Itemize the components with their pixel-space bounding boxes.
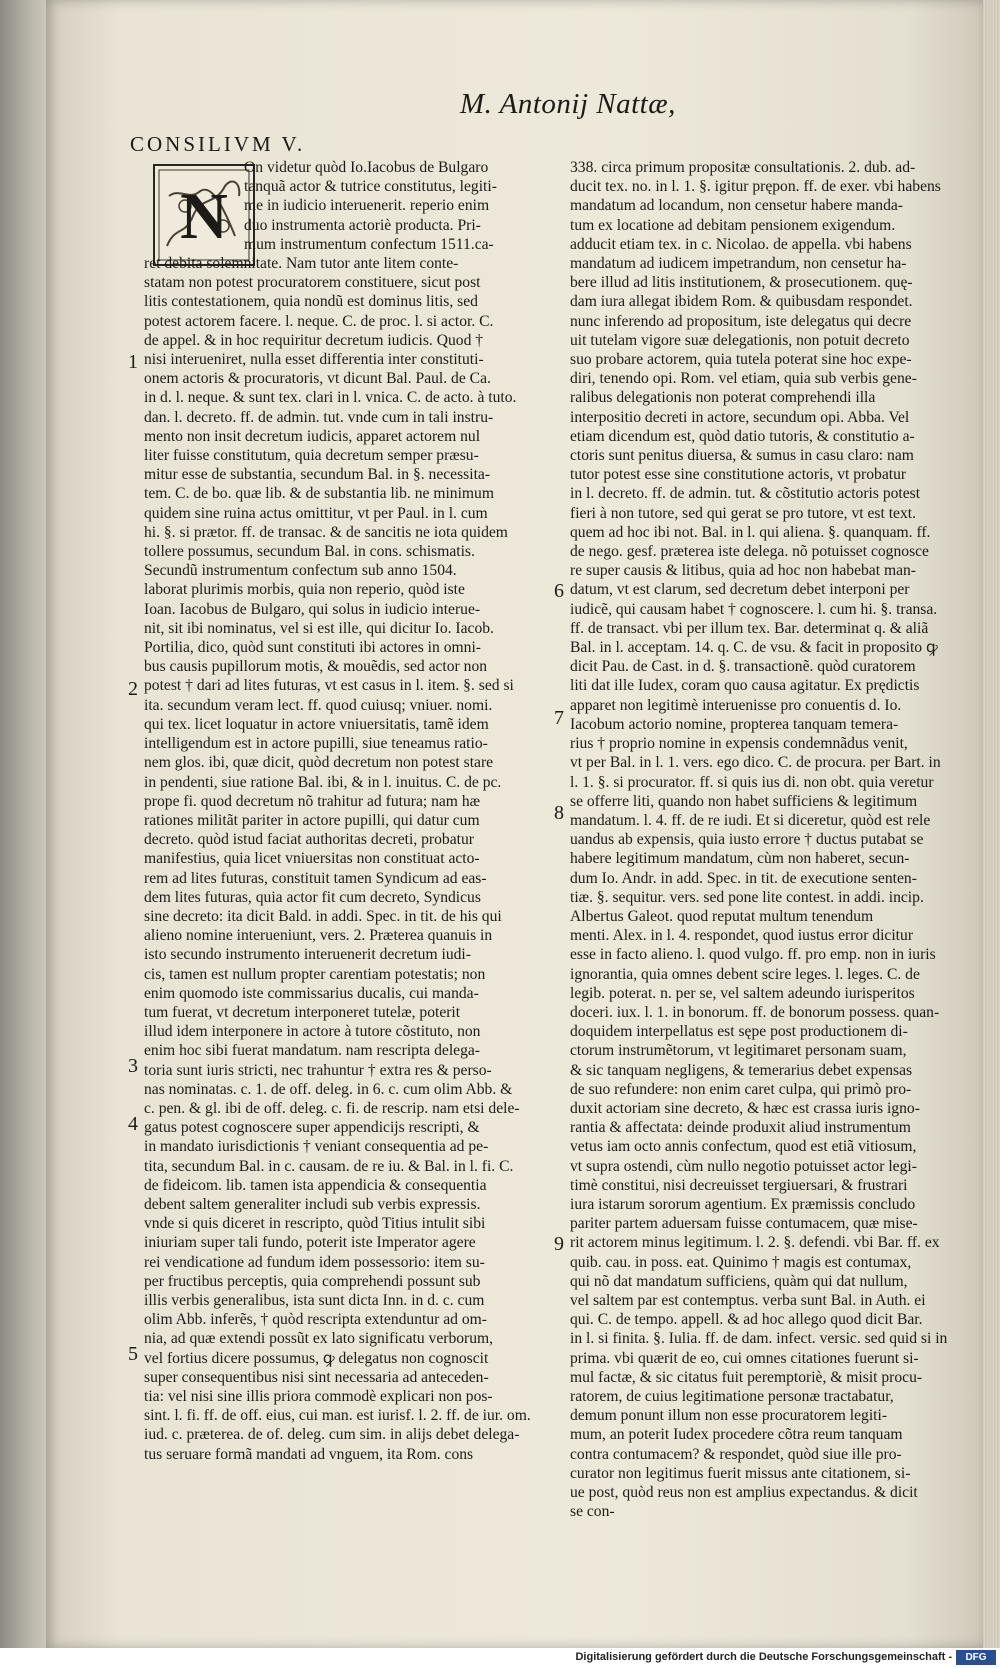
text-line: mitur esse de substantia, secundum Bal. in §. necessita- xyxy=(144,466,491,484)
text-line: Albertus Galeot. quod reputat multum tenendum xyxy=(570,907,874,925)
dfg-logo: DFG xyxy=(956,1650,996,1665)
text-line: manifestius, quia licet vniuersitas non constituat acto- xyxy=(144,850,480,868)
text-line: hi. §. si prætor. ff. de transac. & de sancitis ne iota quidem xyxy=(144,523,508,541)
margin-number: 2 xyxy=(128,678,138,700)
text-line: doceri. iux. l. 1. in bonorum. ff. de bonorum possess. quan- xyxy=(570,1003,940,1021)
text-line: ff. de transact. vbi per illum tex. Bar. determinat q. & aliã xyxy=(570,619,929,637)
text-line: liti dat ille Iudex, coram quo causa agitatur. Ex prędictis xyxy=(570,677,920,695)
text-line: in pendenti, siue ratione Bal. ibi, & in l. inuitus. C. de pc. xyxy=(144,773,502,791)
text-line: 338. circa primum propositæ consultationis. 2. dub. ad- xyxy=(570,159,916,176)
text-line: gatus potest cognoscere super appendicijs rescripti, & xyxy=(144,1119,480,1137)
text-line: se offerre liti, quando non habet sufficiens & legitimum xyxy=(570,792,918,810)
text-line: laborat plurimis morbis, quia non reperio, quòd iste xyxy=(144,581,465,599)
margin-number: 5 xyxy=(128,1343,138,1365)
text-line: de fideicom. lib. tamen ista appendicia & consequentia xyxy=(144,1176,487,1194)
text-line: mum, an poterit Iudex procedere cõtra reum tanquam xyxy=(570,1426,903,1444)
text-line: mum instrumentum confectum 1511.ca- xyxy=(244,235,494,253)
text-line: mul factæ, & sic citatus fuit peremptoriè, & misit procu- xyxy=(570,1368,923,1386)
text-line: Secundũ instrumentum confectum sub anno 1504. xyxy=(144,562,457,580)
text-line: prima. vbi quærit de eo, cui omnes citationes fuerunt si- xyxy=(570,1349,919,1367)
text-line: decreto. quòd istud faciat authoritas decreti, probatur xyxy=(144,831,474,849)
text-line: tollere possumus, secundum Bal. in cons. schismatis. xyxy=(144,543,475,561)
text-line: enim quomodo iste commissarius ducalis, cui manda- xyxy=(144,984,479,1002)
text-line: nit, sit ibi nominatus, vel si est ille, qui dicitur Io. Iacob. xyxy=(144,619,494,637)
text-line: sine decreto: ita dicit Bald. in addi. Spec. in tit. de his qui xyxy=(144,907,502,925)
book-spine xyxy=(0,0,48,1668)
text-line: mandatum ad locandum, non censetur habere manda- xyxy=(570,197,903,215)
left-column xyxy=(144,158,534,1464)
text-line: rei vendicatione ad fundum idem possessorio: item su- xyxy=(144,1253,485,1271)
digitization-credit: Digitalisierung gefördert durch die Deutsche Forschungsgemeinschaft - xyxy=(575,1651,952,1663)
text-line: iura istarum sororum agentium. Ex præmissis concludo xyxy=(570,1195,916,1213)
text-line: nunc inferendo ad propositum, iste delegatus qui decre xyxy=(570,312,912,330)
text-line: mandatum ad iudicem impetrandum, non censetur ha- xyxy=(570,255,907,273)
text-line: sint. l. fi. ff. de off. eius, cui man. est iurisf. l. 2. ff. de iur. om. xyxy=(144,1407,531,1425)
text-line: fieri à non tutore, sed qui gerat se pro tutore, vt est text. xyxy=(570,504,916,522)
text-line: dan. l. decreto. ff. de admin. tut. vnde cum in tali instru- xyxy=(144,408,494,426)
text-line: suo probare actorem, quia tutela poterat sine hoc expe- xyxy=(570,351,912,369)
text-line: tum ex locatione ad debitam pensionem exigendum. xyxy=(570,216,896,234)
running-head: M. Antonij Nattæ, xyxy=(460,88,676,120)
text-line: tem. C. de bo. quæ lib. & de substantia lib. ne minimum xyxy=(144,485,494,503)
text-line: illis verbis generalibus, ista sunt dicta Inn. in d. c. cum xyxy=(144,1291,485,1309)
text-line: timè constitui, nisi decreuisset tergiuersari, & frustrari xyxy=(570,1176,908,1194)
text-line: rit actorem minus legitimum. l. 2. §. defendi. vbi Bar. ff. ex xyxy=(570,1234,940,1252)
text-line: tiæ. §. sequitur. vers. sed pone lite contest. in addi. incip. xyxy=(570,888,924,906)
text-line: datum, vt est clarum, sed decretum debet interponi per xyxy=(570,581,910,599)
text-line: illud idem interponere in actore à tutore cõstituto, non xyxy=(144,1023,481,1041)
text-line: rationes militãt pariter in actore pupilli, qui datur cum xyxy=(144,811,480,829)
text-line: super consequentibus nisi sint necessaria ad anteceden- xyxy=(144,1368,489,1386)
text-line: iud. c. præterea. de of. deleg. cum sim. in alijs debet delega- xyxy=(144,1426,520,1444)
text-line: uit tutelam vigore suæ delegationis, non potuit decreto xyxy=(570,331,910,349)
text-line: in l. decreto. ff. de admin. tut. & cõstitutio actoris potest xyxy=(570,485,921,503)
text-line: & sic tanquam negligens, & temerarius debet expensas xyxy=(570,1061,913,1079)
text-line: quem ad hoc ibi not. Bal. in l. qui aliena. §. quanquam. ff. xyxy=(570,523,931,541)
text-line: potest actorem facere. l. neque. C. de proc. l. si actor. C. xyxy=(144,312,494,330)
text-line: cis, tamen est nullum propter carentiam potestatis; non xyxy=(144,965,486,983)
text-line: potest † dari ad lites futuras, vt est casus in l. item. §. sed si xyxy=(144,677,514,695)
text-line: vnde si quis diceret in rescripto, quòd Titius intulit sibi xyxy=(144,1215,486,1233)
svg-text:N: N xyxy=(180,180,228,253)
margin-number: 4 xyxy=(128,1113,138,1135)
text-line: se con- xyxy=(570,1503,615,1521)
text-line: c. pen. & gl. ibi de off. deleg. c. fi. de rescrip. nam etsi dele- xyxy=(144,1099,520,1117)
text-line: On videtur quòd Io.Iacobus de Bulgaro xyxy=(244,159,489,176)
text-line: enim hoc sibi fuerat mandatum. nam rescripta delega- xyxy=(144,1042,481,1060)
text-line: duxit actoriam sine decreto, & hæc est crassa iuris igno- xyxy=(570,1099,920,1117)
text-line: iudicẽ, qui causam habet † cognoscere. l. cum hi. §. transa. xyxy=(570,600,938,618)
text-line: vetus iam octo annis confectum, quod est etiã vitiosum, xyxy=(570,1138,917,1156)
text-line: onem actoris & procuratoris, vt dicunt Bal. Paul. de Ca. xyxy=(144,370,491,388)
text-line: diri, tenendo opi. Rom. vel etiam, quia sub verbis gene- xyxy=(570,370,917,388)
text-line: qui tex. licet loquatur in actore vniuersitatis, tamẽ idem xyxy=(144,715,489,733)
text-line: dem lites futuras, quia actor fit cum decreto, Syndicus xyxy=(144,888,481,906)
text-line: Iacobum actorio nomine, propterea tanquam temera- xyxy=(570,715,899,733)
text-line: debent saltem generaliter includi sub verbis expressis. xyxy=(144,1195,481,1213)
text-line: vt supra ostendi, cùm nullo negotio potuisset actor legi- xyxy=(570,1157,917,1175)
margin-number: 8 xyxy=(554,802,564,824)
text-line: ignorantia, quia omnes debent scire leges. l. leges. C. de xyxy=(570,965,920,983)
text-line: contra contumacem? & respondet, quòd siue ille pro- xyxy=(570,1445,902,1463)
text-line: l. 1. §. si procurator. ff. si quis ius di. non obt. quia veretur xyxy=(570,773,934,791)
text-line: tutor potest esse sine constitutione actoris, vt probatur xyxy=(570,466,907,484)
text-line: dam iura allegat ibidem Rom. & quibusdam respondet. xyxy=(570,293,913,311)
text-line: tia: vel nisi sine illis priora commodè explicari non pos- xyxy=(144,1388,493,1405)
text-line: duo instrumenta actoriè producta. Pri- xyxy=(244,216,481,234)
text-line: habere legitimum mandatum, cùm non haberet, secun- xyxy=(570,850,910,868)
text-line: qui nõ dat mandatum sufficiens, quàm qui dat nullum, xyxy=(570,1272,908,1290)
text-line: rem ad lites futuras, constituit tamen Syndicum ad eas- xyxy=(144,869,487,887)
right-column xyxy=(570,158,960,1521)
text-line: toria sunt iuris stricti, nec trahuntur † extra res & perso- xyxy=(144,1061,492,1079)
text-line: in l. si finita. §. Iulia. ff. de dam. infect. versic. sed quid si in xyxy=(570,1330,948,1348)
text-line: re super causis & litibus, quia ad hoc non habebat man- xyxy=(570,562,917,580)
text-line: olim Abb. inferẽs, † quòd rescripta extenduntur ad om- xyxy=(144,1311,487,1329)
text-line: vel saltem par est contemptus. verba sunt Bal. in Auth. ei xyxy=(570,1291,926,1309)
page-edge xyxy=(983,0,1000,1648)
text-line: prope fi. quod decretum nõ trahitur ad futura; nam hæ xyxy=(144,792,481,810)
text-line: liter fuisse constitutum, quia decretum semper præsu- xyxy=(144,447,479,465)
text-line: curator non legitimus fuerit missus ante citationem, si- xyxy=(570,1464,911,1482)
text-line: de appel. & in hoc requiritur decretum iudicis. Quod † xyxy=(144,331,484,349)
text-line: tita, secundum Bal. in c. causam. de re iu. & Bal. in l. fi. C. xyxy=(144,1157,514,1175)
text-line: intelligendum est in actore pupilli, siue teneamus ratio- xyxy=(144,735,488,753)
text-line: litis contestationem, quia nondũ est dominus litis, sed xyxy=(144,293,478,311)
text-line: bus causis pupillorum motis, & mouẽdis, sed actor non xyxy=(144,658,488,676)
text-line: etiam dicendum est, quòd datio tutoris, & constitutio a- xyxy=(570,427,915,445)
text-line: tum fuerat, vt decretum interponeret tutelæ, poterit xyxy=(144,1003,461,1021)
text-line: quidem sine ruina actus omittitur, vt per Paul. in l. cum xyxy=(144,504,488,522)
text-line: de suo refundere: non enim caret culpa, qui primò pro- xyxy=(570,1080,912,1098)
text-line: rantia & affectata: deinde produxit aliud instrumentum xyxy=(570,1119,911,1137)
text-line: bere illud ad litis institutionem, & prosecutionem. quę- xyxy=(570,274,913,292)
text-line: ctorum instrumẽtorum, vt legitimaret personam suam, xyxy=(570,1042,907,1060)
text-line: alieno nomine interueniunt, vers. 2. Præterea quanuis in xyxy=(144,927,493,945)
text-line: qui. C. de tempo. appell. & ad hoc allego quod dicit Bar. xyxy=(570,1311,923,1329)
text-line: mento non insit decretum iudicis, apparet actorem nul xyxy=(144,427,481,445)
text-line: ducit tex. no. in l. 1. §. igitur prępon. ff. de exer. vbi habens xyxy=(570,178,941,196)
text-line: ita. secundum veram lect. ff. quod cuiusq; vniuer. nomi. xyxy=(144,696,493,714)
text-line: legib. poterat. n. per se, vel saltem adeundo iurisperitos xyxy=(570,984,915,1002)
text-line: in mandato iurisdictionis † veniant consequentia ad pe- xyxy=(144,1138,489,1156)
text-line: vt per Bal. in l. 1. vers. ego dico. C. de procura. per Bart. in xyxy=(570,754,941,772)
text-line: Portilia, dico, quòd sunt constituti ibi actores in omni- xyxy=(144,639,481,657)
text-line: tus seruare formã mandati ad vnguem, ita Rom. cons xyxy=(144,1445,474,1463)
text-line: Ioan. Iacobus de Bulgaro, qui solus in iudicio interue- xyxy=(144,600,481,618)
text-line: ue post, quòd reus non est amplius expectandus. & dicit xyxy=(570,1484,918,1502)
text-line: quib. cau. in poss. eat. Quinimo † magis est contumax, xyxy=(570,1253,912,1271)
text-line: ctoris sunt penitus diuersa, & sumus in casu claro: nam xyxy=(570,447,914,465)
margin-number: 6 xyxy=(554,580,564,602)
margin-number: 1 xyxy=(128,351,138,373)
text-line: adducit etiam tex. in c. Nicolao. de appella. vbi habens xyxy=(570,235,912,253)
text-line: per fructibus perceptis, quia comprehendi possunt sub xyxy=(144,1272,481,1290)
text-line: statam non potest procuratorem constituere, sicut post xyxy=(144,274,481,292)
text-line: dicit Pau. de Cast. in d. §. transactionẽ. quòd curatorem xyxy=(570,658,916,676)
text-line: tanquã actor & tutrice constitutus, legiti- xyxy=(244,178,497,196)
text-line: ralibus delegationis non poterat comprehendi illa xyxy=(570,389,876,407)
text-line: rius † proprio nomine in expensis condemnãdus venit, xyxy=(570,735,908,753)
text-line: ratorem, de cuius legitimatione personæ tractabatur, xyxy=(570,1388,894,1405)
text-line: de nego. gesf. præterea iste delega. nõ potuisset cognosce xyxy=(570,543,929,561)
text-line: interpositio decreti in actore, secundum opi. Abba. Vel xyxy=(570,408,910,426)
text-line: doquidem interpellatus est sępe post productionem di- xyxy=(570,1023,908,1041)
text-line: vel fortius dicere possumus, ꝙ delegatus non cognoscit xyxy=(144,1349,489,1367)
text-line: nia, ad quæ extendi possũt ex lato significatu verborum, xyxy=(144,1330,494,1348)
text-line: uandus ab expensis, quia iusto errore † ductus putabat se xyxy=(570,831,924,849)
text-line: nisi interueniret, nulla esset differentia inter constituti- xyxy=(144,351,484,369)
margin-number: 3 xyxy=(128,1055,138,1077)
text-line: nas nominatas. c. 1. de off. deleg. in 6. c. cum olim Abb. & xyxy=(144,1080,513,1098)
text-line: nem glos. ibi, quæ dicit, quòd decretum non potest stare xyxy=(144,754,494,772)
text-line: esse in facto alieno. l. quod vulgo. ff. pro emp. non in iuris xyxy=(570,946,936,964)
text-line: demum ponunt illum non esse procuratorem legiti- xyxy=(570,1407,888,1425)
text-line: dum Io. Andr. in add. Spec. in tit. de executione senten- xyxy=(570,869,917,887)
text-line: pariter partem aduersam fuisse contumacem, quæ mise- xyxy=(570,1215,918,1233)
margin-number: 7 xyxy=(554,707,564,729)
text-line: in d. l. neque. & sunt tex. clari in l. vnica. C. de acto. à tuto. xyxy=(144,389,517,407)
text-line: ret debita solemnitate. Nam tutor ante litem conte- xyxy=(144,255,459,273)
margin-number: 9 xyxy=(554,1233,564,1255)
text-line: iniuriam super tali fundo, poterit iste Imperator agere xyxy=(144,1234,476,1252)
text-line: Bal. in l. acceptam. 14. q. C. de vsu. & facit in proposito ꝙ xyxy=(570,639,938,657)
text-line: apparet non legitimè interuenisse pro conuentis d. Io. xyxy=(570,696,902,714)
text-line: me in iudicio interuenerit. reperio enim xyxy=(244,197,490,215)
text-line: isto secundo instrumento interuenerit decretum iudi- xyxy=(144,946,471,964)
text-line: mandatum. l. 4. ff. de re iudi. Et si diceretur, quòd est rele xyxy=(570,811,931,829)
section-title: CONSILIVM V. xyxy=(130,132,306,156)
text-line: menti. Alex. in l. 4. respondet, quod iustus error dicitur xyxy=(570,927,914,945)
